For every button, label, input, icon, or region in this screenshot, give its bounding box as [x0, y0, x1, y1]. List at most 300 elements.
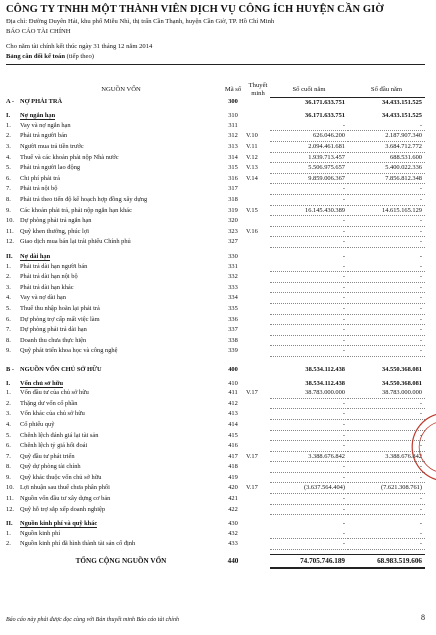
- row-end-of-year: -: [270, 303, 348, 314]
- row-note: V.16: [246, 227, 258, 235]
- row-code: 317: [228, 185, 238, 193]
- row-code: 331: [228, 262, 238, 270]
- table-title: [6, 53, 94, 60]
- row-code: 430: [228, 520, 238, 528]
- row-code: 333: [228, 283, 238, 291]
- table-title-suffix: (tiếp theo): [66, 53, 94, 60]
- row-beginning-of-year: -: [419, 253, 422, 260]
- table-row: [6, 237, 425, 248]
- row-beginning-of-year: -: [348, 462, 425, 473]
- row-end-of-year: -: [270, 494, 348, 505]
- row-index: 3.: [6, 143, 11, 151]
- row-label: NGUỒN VỐN CHỦ SỞ HỮU: [20, 365, 102, 373]
- row-code: 300: [228, 98, 238, 106]
- row-index: 6.: [6, 315, 11, 323]
- footer-note: Báo cáo này phải được đọc cùng với Bản thuyết minh Báo cáo tài chính: [6, 617, 179, 623]
- row-code: 339: [228, 347, 238, 355]
- row-index: 1.: [6, 389, 11, 397]
- row-note: V.17: [246, 389, 258, 397]
- row-label: Thuế thu nhập hoãn lại phải trả: [20, 304, 100, 312]
- row-label: Nguồn kinh phí đã hình thành tài sản cố định: [20, 540, 136, 548]
- row-end-of-year: 36.171.633.751: [305, 112, 345, 120]
- table-row: [6, 184, 425, 195]
- table-row: [6, 335, 425, 346]
- row-end-of-year: 2.094.461.681: [270, 142, 348, 153]
- total-row: [6, 555, 425, 569]
- row-index: 5.: [6, 304, 11, 312]
- row-label: Phải trả dài hạn người bán: [20, 262, 88, 270]
- row-code: 410: [228, 379, 238, 387]
- row-code: 316: [228, 174, 238, 182]
- row-code: 421: [228, 495, 238, 503]
- table-row: [6, 293, 425, 304]
- table-row: [6, 226, 425, 237]
- row-note: [244, 529, 270, 539]
- row-note: [244, 325, 270, 336]
- row-index: 9.: [6, 347, 11, 355]
- row-code: 332: [228, 273, 238, 281]
- row-end-of-year: -: [270, 430, 348, 441]
- row-end-of-year: -: [270, 325, 348, 336]
- header-code: Mã số: [224, 85, 242, 93]
- table-row: [6, 282, 425, 293]
- row-label: Doanh thu chưa thực hiện: [20, 336, 87, 344]
- table-row: [6, 131, 425, 142]
- row-beginning-of-year: -: [348, 441, 425, 452]
- row-code: 440: [227, 557, 239, 566]
- row-label-text: Nợ dài hạn: [20, 253, 51, 260]
- table-row: [6, 163, 425, 174]
- row-note: [244, 441, 270, 452]
- row-index: [6, 555, 20, 569]
- table-row: [6, 494, 425, 505]
- row-end-of-year: -: [270, 314, 348, 325]
- row-beginning-of-year: 68.983.519.606: [348, 555, 425, 569]
- row-note: [244, 272, 270, 283]
- row-note: [244, 282, 270, 293]
- row-note: [244, 216, 270, 227]
- row-label: Chi phí phải trả: [20, 174, 60, 182]
- row-end-of-year: -: [270, 419, 348, 430]
- row-label: Lợi nhuận sau thuế chưa phân phối: [20, 484, 110, 492]
- row-code: 414: [228, 420, 238, 428]
- row-beginning-of-year: -: [348, 529, 425, 539]
- row-beginning-of-year: -: [348, 409, 425, 420]
- row-beginning-of-year: -: [348, 539, 425, 550]
- row-index: 4.: [6, 153, 11, 161]
- row-end-of-year: -: [270, 398, 348, 409]
- table-row: [6, 419, 425, 430]
- table-header-row: [6, 82, 425, 97]
- table-row: [6, 388, 425, 398]
- row-label: Vốn đầu tư của chủ sở hữu: [20, 389, 89, 397]
- row-label: Dự phòng phải trả dài hạn: [20, 326, 87, 334]
- row-index: I.: [6, 379, 11, 387]
- row-note: [244, 365, 270, 375]
- row-end-of-year: 626.046.200: [270, 131, 348, 142]
- row-beginning-of-year: -: [348, 325, 425, 336]
- row-end-of-year: -: [270, 272, 348, 283]
- row-beginning-of-year: -: [348, 419, 425, 430]
- row-label: Phải trả người bán: [20, 132, 68, 140]
- row-label: Quỹ hỗ trợ sắp xếp doanh nghiệp: [20, 505, 106, 513]
- row-note: [244, 379, 270, 389]
- row-beginning-of-year: -: [348, 430, 425, 441]
- row-beginning-of-year: 688.531.600: [348, 152, 425, 163]
- table-row: [6, 121, 425, 131]
- row-end-of-year: -: [342, 520, 345, 528]
- row-beginning-of-year: -: [348, 262, 425, 272]
- row-index: 2.: [6, 540, 11, 548]
- row-code: 337: [228, 326, 238, 334]
- row-note: [244, 409, 270, 420]
- row-beginning-of-year: 3.388.676.842: [348, 451, 425, 462]
- row-label: [20, 379, 222, 389]
- row-index: 2.: [6, 273, 11, 281]
- table-row: [6, 346, 425, 357]
- table-row: [6, 173, 425, 184]
- row-note: [244, 195, 270, 206]
- report-period: Cho năm tài chính kết thúc ngày 31 tháng 12 năm 2014: [6, 43, 153, 50]
- row-index: 5.: [6, 164, 11, 172]
- row-end-of-year: -: [270, 184, 348, 195]
- company-address: Địa chỉ: Đường Duyên Hải, khu phố Miễu Nhì, thị trấn Cần Thạnh, huyện Cần Giờ, TP. Hồ Chí Minh: [6, 18, 275, 25]
- row-index: 9.: [6, 206, 11, 214]
- row-end-of-year: -: [270, 539, 348, 550]
- row-note: [244, 346, 270, 357]
- row-note: [244, 314, 270, 325]
- table-row: [6, 142, 425, 153]
- row-code: 320: [228, 217, 238, 225]
- row-note: [244, 262, 270, 272]
- row-code: 313: [228, 143, 238, 151]
- row-end-of-year: -: [270, 237, 348, 248]
- row-code: 323: [228, 227, 238, 235]
- row-note: V.10: [246, 132, 258, 140]
- row-code: 412: [228, 399, 238, 407]
- table-row: [6, 205, 425, 216]
- row-label-text: Vốn chủ sở hữu: [20, 379, 64, 387]
- header-beginning-of-year: Số đầu năm: [348, 82, 425, 97]
- row-end-of-year: -: [270, 262, 348, 272]
- row-index: 10.: [6, 217, 14, 225]
- table-row: [6, 539, 425, 550]
- row-beginning-of-year: -: [348, 303, 425, 314]
- row-index: 1.: [6, 530, 11, 538]
- row-code: 312: [228, 132, 238, 140]
- row-note: [244, 303, 270, 314]
- row-code: 311: [228, 122, 238, 130]
- section-row: [6, 97, 425, 107]
- row-note: V.17: [246, 484, 258, 492]
- row-end-of-year: 16.145.430.389: [270, 205, 348, 216]
- row-end-of-year: 38.534.112.438: [305, 379, 345, 387]
- row-end-of-year: 38.783.000.000: [270, 388, 348, 398]
- row-code: 310: [228, 112, 238, 120]
- row-end-of-year: -: [270, 529, 348, 539]
- row-end-of-year: -: [270, 195, 348, 206]
- row-end-of-year: 38.534.112.438: [305, 365, 345, 373]
- row-note: [244, 504, 270, 515]
- row-index: 2.: [6, 399, 11, 407]
- row-code: 419: [228, 473, 238, 481]
- row-end-of-year: -: [270, 282, 348, 293]
- row-label: Chênh lệch đánh giá lại tài sản: [20, 431, 99, 439]
- row-label: Thặng dư vốn cổ phần: [20, 399, 78, 407]
- row-index: A -: [6, 98, 14, 106]
- row-index: B -: [6, 365, 14, 373]
- table-row: [6, 483, 425, 494]
- row-code: 433: [228, 540, 238, 548]
- row-index: 11.: [6, 227, 14, 235]
- row-end-of-year: (3.637.564.404): [270, 483, 348, 494]
- row-beginning-of-year: -: [348, 121, 425, 131]
- row-index: 6.: [6, 442, 11, 450]
- row-beginning-of-year: 5.400.022.336: [348, 163, 425, 174]
- row-label: NỢ PHẢI TRẢ: [20, 98, 63, 106]
- header-end-of-year: Số cuối năm: [270, 82, 348, 97]
- row-end-of-year: 1.939.713.457: [270, 152, 348, 163]
- row-end-of-year: -: [270, 462, 348, 473]
- row-index: I.: [6, 112, 11, 120]
- row-code: 338: [228, 336, 238, 344]
- row-note: [244, 237, 270, 248]
- report-title: BÁO CÁO TÀI CHÍNH: [6, 28, 71, 35]
- row-end-of-year: -: [270, 226, 348, 237]
- row-label: Phải trả dài hạn khác: [20, 283, 74, 291]
- row-label: TỔNG CỘNG NGUỒN VỐN: [75, 557, 167, 566]
- table-row: [6, 504, 425, 515]
- row-index: 9.: [6, 473, 11, 481]
- row-end-of-year: -: [342, 253, 345, 260]
- table-row: [6, 441, 425, 452]
- row-end-of-year: 3.388.676.842: [270, 451, 348, 462]
- row-note: V.12: [246, 153, 258, 161]
- row-label: Vốn khác của chủ sở hữu: [20, 410, 85, 418]
- row-index: 1.: [6, 122, 11, 130]
- row-index: 2.: [6, 132, 11, 140]
- table-row: [6, 529, 425, 539]
- table-row: [6, 462, 425, 473]
- row-end-of-year: -: [270, 346, 348, 357]
- row-code: 416: [228, 442, 238, 450]
- red-stamp-partial: [410, 410, 436, 484]
- row-beginning-of-year: -: [348, 195, 425, 206]
- row-label: Quỹ phát triển khoa học và công nghệ: [20, 347, 118, 355]
- row-note: [244, 472, 270, 483]
- row-code: 327: [228, 238, 238, 246]
- subsection-row: [6, 519, 425, 529]
- row-code: 418: [228, 463, 238, 471]
- row-label: Thuế và các khoản phải nộp Nhà nước: [20, 153, 119, 161]
- row-beginning-of-year: -: [348, 494, 425, 505]
- row-code: 422: [228, 505, 238, 513]
- row-beginning-of-year: 14.615.165.129: [348, 205, 425, 216]
- row-label: Dự phòng trợ cấp mất việc làm: [20, 315, 100, 323]
- row-end-of-year: -: [270, 504, 348, 515]
- row-label: Nguồn vốn đầu tư xây dựng cơ bản: [20, 495, 111, 503]
- row-label-text: Nợ ngắn hạn: [20, 112, 56, 120]
- row-index: II.: [6, 253, 13, 260]
- subsection-row: [6, 379, 425, 389]
- row-index: 8.: [6, 336, 11, 344]
- row-end-of-year: -: [270, 472, 348, 483]
- row-code: 411: [228, 389, 238, 397]
- row-label: Các khoản phải trả, phải nộp ngắn hạn khác: [20, 206, 132, 214]
- table-row: [6, 216, 425, 227]
- row-beginning-of-year: -: [348, 346, 425, 357]
- row-end-of-year: -: [270, 216, 348, 227]
- row-note: [244, 519, 270, 529]
- row-beginning-of-year: 34.433.151.525: [382, 112, 422, 120]
- row-note: [244, 462, 270, 473]
- row-label: Vay và nợ dài hạn: [20, 294, 66, 302]
- page-number: 8: [421, 613, 425, 622]
- row-code: 314: [228, 153, 238, 161]
- row-code: 417: [228, 452, 238, 460]
- row-beginning-of-year: -: [348, 282, 425, 293]
- table-row: [6, 409, 425, 420]
- row-note: [244, 539, 270, 550]
- row-label: Quỹ dự phòng tài chính: [20, 463, 81, 471]
- row-note: [244, 419, 270, 430]
- row-label: Dự phòng phải trả ngắn hạn: [20, 217, 92, 225]
- table-title-main: Bảng cân đối kế toán: [6, 53, 65, 60]
- table-row: [6, 314, 425, 325]
- row-end-of-year: 5.506.975.657: [270, 163, 348, 174]
- row-code: 334: [228, 294, 238, 302]
- row-label: Phải trả nội bộ: [20, 185, 58, 193]
- row-index: 8.: [6, 196, 11, 204]
- row-code: 336: [228, 315, 238, 323]
- row-beginning-of-year: -: [348, 398, 425, 409]
- row-index: 10.: [6, 484, 14, 492]
- row-note: V.17: [246, 452, 258, 460]
- row-note: [244, 335, 270, 346]
- row-label: [20, 519, 222, 529]
- row-note: V.15: [246, 206, 258, 214]
- row-code: 330: [228, 253, 238, 260]
- row-label: Nguồn kinh phí: [20, 530, 61, 538]
- row-note: [244, 184, 270, 195]
- row-index: 12.: [6, 505, 14, 513]
- row-note: [244, 293, 270, 304]
- row-end-of-year: 9.859.006.367: [270, 173, 348, 184]
- stamp-inner-ring: [419, 422, 436, 472]
- row-index: 7.: [6, 326, 11, 334]
- row-index: 4.: [6, 294, 11, 302]
- row-end-of-year: -: [270, 441, 348, 452]
- row-code: 413: [228, 410, 238, 418]
- row-beginning-of-year: 34.550.368.081: [382, 365, 422, 373]
- row-label: [20, 111, 222, 121]
- table-row: [6, 430, 425, 441]
- row-note: V.13: [246, 164, 258, 172]
- row-beginning-of-year: -: [348, 272, 425, 283]
- row-beginning-of-year: 7.856.812.348: [348, 173, 425, 184]
- row-index: 7.: [6, 452, 11, 460]
- row-end-of-year: 36.171.633.751: [305, 98, 345, 106]
- row-beginning-of-year: -: [348, 472, 425, 483]
- row-label: Quỹ khác thuộc vốn chủ sở hữu: [20, 473, 102, 481]
- company-name: CÔNG TY TNHH MỘT THÀNH VIÊN DỊCH VỤ CÔNG ÍCH HUYỆN CẦN GIỜ: [6, 4, 384, 15]
- row-end-of-year: -: [270, 409, 348, 420]
- row-label-text: Nguồn kinh phí và quỹ khác: [20, 520, 98, 528]
- row-index: II.: [6, 520, 13, 528]
- row-index: 11.: [6, 495, 14, 503]
- row-code: 415: [228, 431, 238, 439]
- row-label: Chênh lệch tỷ giá hối đoái: [20, 442, 88, 450]
- row-index: 8.: [6, 463, 11, 471]
- row-beginning-of-year: -: [419, 520, 422, 528]
- row-note: V.11: [246, 143, 258, 151]
- section-row: [6, 365, 425, 375]
- row-beginning-of-year: 34.433.151.525: [382, 98, 422, 106]
- row-label: Giao dịch mua bán lại trái phiếu Chính phủ: [20, 238, 131, 246]
- row-code: 335: [228, 304, 238, 312]
- table-row: [6, 262, 425, 272]
- row-note: [244, 97, 270, 107]
- subsection-row: [6, 252, 425, 262]
- row-index: 12.: [6, 238, 14, 246]
- row-beginning-of-year: -: [348, 314, 425, 325]
- row-index: 1.: [6, 262, 11, 270]
- row-label: Người mua trả tiền trước: [20, 143, 84, 151]
- row-end-of-year: 74.705.746.189: [270, 555, 348, 569]
- row-code: 432: [228, 530, 238, 538]
- row-beginning-of-year: 34.550.368.081: [382, 379, 422, 387]
- row-beginning-of-year: -: [348, 237, 425, 248]
- subsection-row: [6, 111, 425, 121]
- row-beginning-of-year: -: [348, 504, 425, 515]
- row-index: 5.: [6, 431, 11, 439]
- row-note: [244, 430, 270, 441]
- row-beginning-of-year: -: [348, 293, 425, 304]
- row-index: 6.: [6, 174, 11, 182]
- row-label: Quỹ khen thưởng, phúc lợi: [20, 227, 89, 235]
- row-code: 400: [228, 365, 238, 373]
- row-label: Phải trả dài hạn nội bộ: [20, 273, 78, 281]
- table-row: [6, 272, 425, 283]
- row-code: 420: [228, 484, 238, 492]
- row-beginning-of-year: -: [348, 216, 425, 227]
- header-name: NGUỒN VỐN: [101, 85, 141, 93]
- header-rule: [6, 64, 425, 65]
- row-note: [244, 252, 270, 262]
- row-end-of-year: -: [270, 121, 348, 131]
- row-label: Quỹ đầu tư phát triển: [20, 452, 75, 460]
- row-label: Phải trả theo tiến độ kế hoạch hợp đồng xây dựng: [20, 196, 148, 204]
- row-beginning-of-year: -: [348, 335, 425, 346]
- row-beginning-of-year: -: [348, 184, 425, 195]
- table-body: [6, 97, 425, 568]
- row-note: [244, 398, 270, 409]
- row-beginning-of-year: 3.684.712.772: [348, 142, 425, 153]
- table-row: [6, 325, 425, 336]
- table-row: [6, 195, 425, 206]
- row-beginning-of-year: -: [348, 226, 425, 237]
- row-note: [244, 494, 270, 505]
- row-beginning-of-year: (7.621.308.761): [348, 483, 425, 494]
- header-note: Thuyết minh: [248, 82, 268, 97]
- row-index: 7.: [6, 185, 11, 193]
- row-code: 319: [228, 206, 238, 214]
- row-label: Vay và nợ ngắn hạn: [20, 122, 71, 130]
- row-code: 315: [228, 164, 238, 172]
- row-end-of-year: -: [270, 293, 348, 304]
- row-note: [244, 121, 270, 131]
- table-row: [6, 398, 425, 409]
